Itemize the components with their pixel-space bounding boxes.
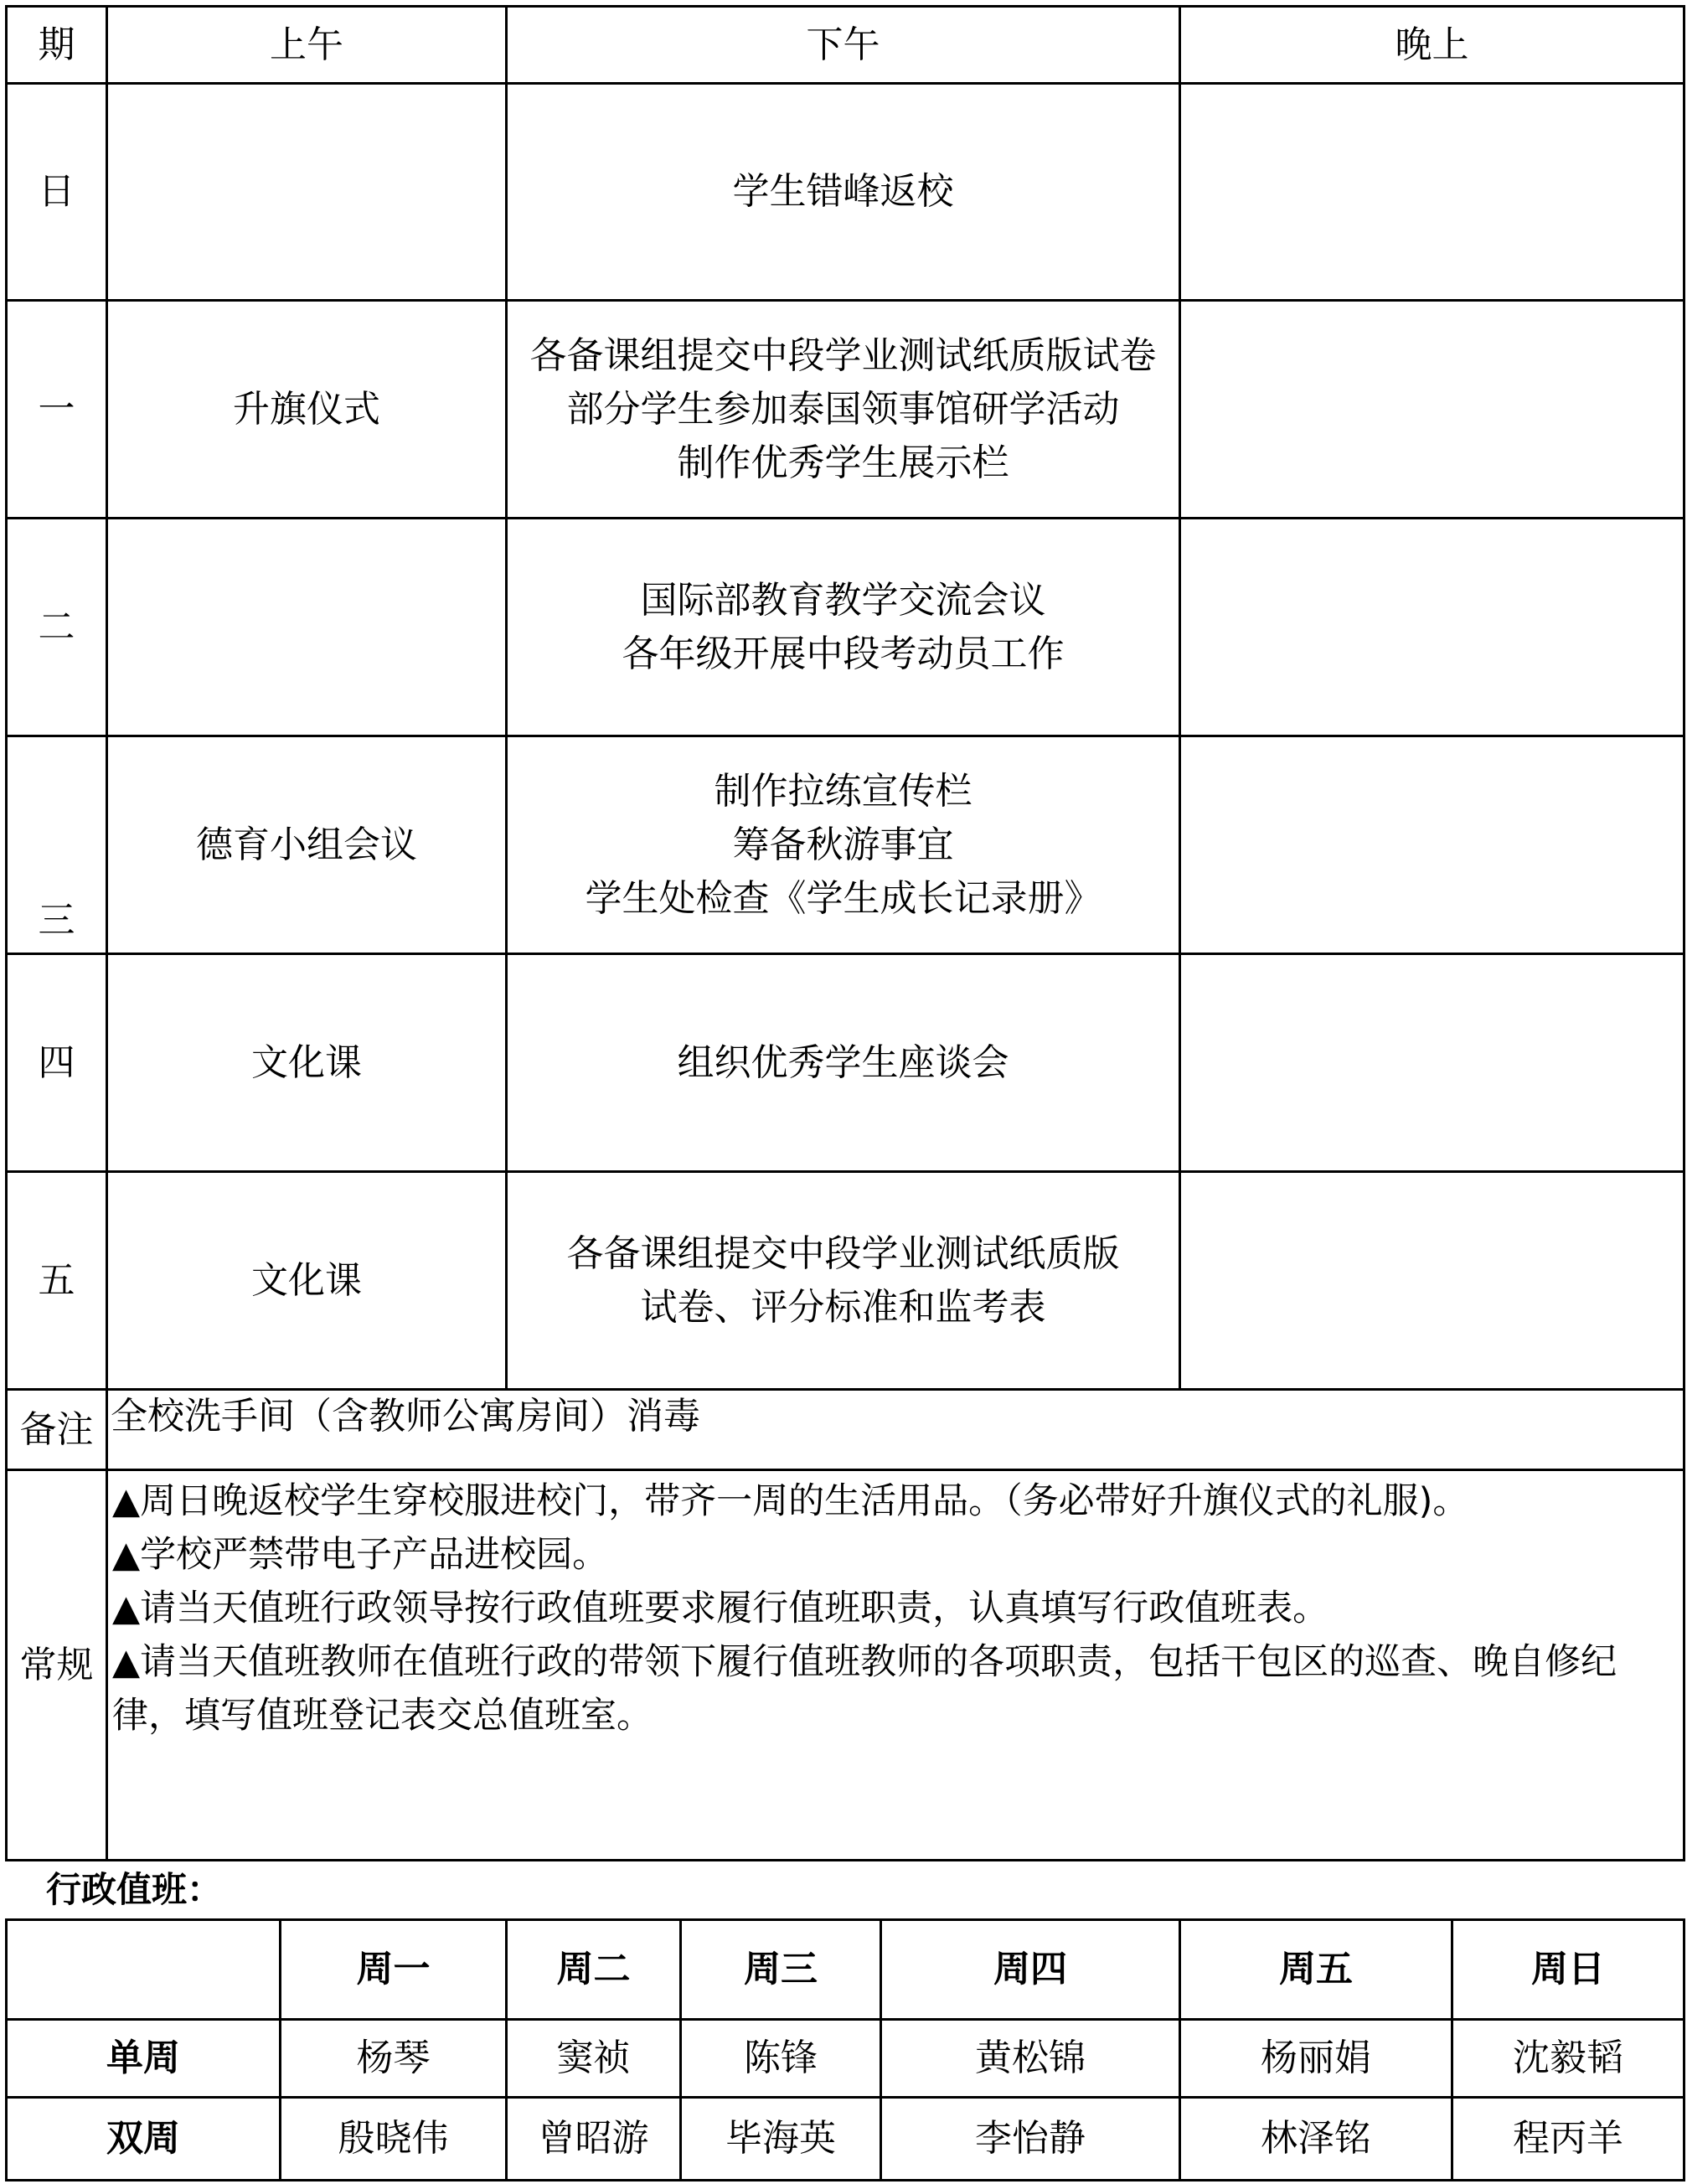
- notes-text: 全校洗手间（含教师公寓房间）消毒: [111, 1395, 700, 1438]
- duty-name: 毕海英: [725, 2117, 836, 2160]
- duty-name: 杨琴: [356, 2037, 431, 2079]
- day-label: 日: [38, 170, 75, 213]
- duty-title: 行政值班：: [46, 1869, 223, 1910]
- activity-text: 学生错峰返校: [732, 170, 954, 213]
- activity-text: 部分学生参加泰国领事馆研学活动: [566, 387, 1120, 431]
- activity-text: 筹备秋游事宜: [732, 823, 954, 866]
- afternoon-cell: [508, 302, 1179, 517]
- routine-item: ▲学校严禁带电子产品进校园。: [112, 1534, 609, 1576]
- duty-day-header: 周五: [1279, 1948, 1353, 1990]
- activity-text: 制作拉练宣传栏: [714, 769, 972, 813]
- morning-cell: [108, 737, 505, 953]
- afternoon-cell: [508, 955, 1179, 1170]
- duty-name: 林泽铭: [1261, 2117, 1371, 2160]
- duty-day-header: 周四: [993, 1948, 1067, 1990]
- header-period: 期: [38, 23, 75, 66]
- duty-name: 杨丽娟: [1261, 2037, 1371, 2079]
- day-label: 一: [38, 387, 75, 431]
- duty-week-label: 双周: [106, 2117, 180, 2160]
- morning-cell: [108, 302, 505, 517]
- routine-item: ▲周日晚返校学生穿校服进校门，带齐一周的生活用品。（务必带好升旗仪式的礼服)。: [112, 1480, 1469, 1522]
- activity-text: 组织优秀学生座谈会: [677, 1040, 1009, 1084]
- duty-name: 曾昭游: [538, 2117, 649, 2160]
- afternoon-cell: [508, 737, 1179, 953]
- morning-cell: [108, 955, 505, 1170]
- duty-name: 沈毅韬: [1513, 2037, 1623, 2079]
- afternoon-cell: [508, 1173, 1179, 1388]
- notes-label: 备注: [19, 1407, 94, 1451]
- duty-name: 程丙羊: [1513, 2117, 1623, 2160]
- header-afternoon: 下午: [806, 23, 880, 66]
- duty-day-header: 周三: [744, 1948, 818, 1990]
- afternoon-cell: [508, 85, 1179, 299]
- activity-text: 试卷、评分标准和监考表: [640, 1285, 1046, 1329]
- header-evening: 晚上: [1395, 23, 1469, 66]
- activity-text: 国际部教育教学交流会议: [640, 578, 1046, 622]
- duty-name: 窦祯: [556, 2037, 631, 2079]
- activity-text: 各备课组提交中段学业测试纸质版: [566, 1231, 1120, 1275]
- activity-text: 学生处检查《学生成长记录册》: [585, 876, 1101, 920]
- duty-day-header: 周二: [556, 1948, 631, 1990]
- routine-list: [112, 1474, 1675, 1856]
- duty-name: 黄松锦: [975, 2037, 1086, 2079]
- day-label: 五: [38, 1258, 75, 1302]
- duty-name: 李怡静: [975, 2117, 1086, 2160]
- morning-cell: [108, 1173, 505, 1388]
- activity-text: 各备课组提交中段学业测试纸质版试卷: [529, 333, 1157, 377]
- header-morning: 上午: [270, 23, 343, 66]
- day-label: 四: [38, 1040, 75, 1084]
- day-label: 三: [38, 899, 75, 942]
- day-label: 二: [38, 605, 75, 648]
- routine-item: ▲请当天值班教师在值班行政的带领下履行值班教师的各项职责，包括干包区的巡查、晚自修纪律，填写值班登记表交总值班室。: [112, 1641, 1617, 1737]
- activity-text: 文化课: [251, 1258, 362, 1302]
- duty-week-label: 单周: [106, 2037, 180, 2079]
- duty-name: 殷晓伟: [338, 2117, 449, 2160]
- duty-day-header: 周一: [356, 1948, 431, 1990]
- activity-text: 制作优秀学生展示栏: [677, 441, 1009, 484]
- routine-item: ▲请当天值班行政领导按行政值班要求履行值班职责，认真填写行政值班表。: [112, 1588, 1329, 1629]
- duty-day-header: 周日: [1531, 1948, 1605, 1990]
- afternoon-cell: [508, 519, 1179, 735]
- activity-text: 各年级开展中段考动员工作: [622, 632, 1065, 675]
- activity-text: 升旗仪式: [233, 387, 380, 431]
- duty-name: 陈锋: [744, 2037, 818, 2079]
- activity-text: 德育小组会议: [196, 823, 417, 866]
- routine-label: 常规: [19, 1643, 94, 1686]
- activity-text: 文化课: [251, 1040, 362, 1084]
